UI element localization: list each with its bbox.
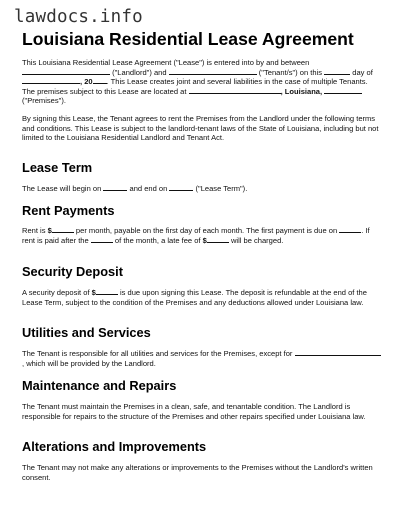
lease-term-text-2: and end on	[129, 184, 168, 193]
intro-text-8: ("Premises").	[22, 96, 66, 106]
utilities-text-1: The Tenant is responsible for all utilities and services for the Premises, except for	[22, 349, 293, 358]
deposit-text-1: A security deposit of	[22, 288, 90, 297]
lease-term-text-3: ("Lease Term").	[195, 184, 248, 193]
rent-text-3: . If rent is paid after the	[22, 226, 370, 245]
lease-term-heading: Lease Term	[22, 160, 93, 175]
alterations-paragraph: The Tenant may not make any alterations or improvements to the Premises without the Landlord's written consent.	[22, 463, 373, 482]
late-day-blank[interactable]	[91, 236, 113, 243]
late-fee-dollar-sign: $	[202, 235, 207, 245]
state-label: Louisiana,	[284, 86, 323, 96]
rent-text-5: will be charged.	[230, 235, 284, 245]
maintenance-heading: Maintenance and Repairs	[22, 378, 177, 393]
zip-blank[interactable]	[324, 87, 362, 94]
utilities-paragraph	[22, 349, 382, 368]
intro-text-1: This Louisiana Residential Lease Agreement ("Lease") is entered into by and between	[22, 58, 310, 67]
agreement-paragraph: By signing this Lease, the Tenant agrees to rent the Premises from the Landlord under the following terms and conditions. This Lease is subject to the landlord-tenant laws of the State of Louisiana, including but not limited to the Louisiana Residential Landlord and Tenant Act.	[22, 114, 379, 143]
utilities-text-2: , which will be provided by the Landlord.	[22, 358, 156, 368]
lease-end-blank[interactable]	[169, 184, 193, 191]
intro-paragraph: This Louisiana Residential Lease Agreement ("Lease") is entered into by and between ("Landlord") and ("Tenant/s") on this day of , 20 . This Lease creates joint and several liabilities in the case of multiple Tenants. The premises subject to this Lease are located at , Louisiana, ("Premises").	[22, 58, 373, 106]
landlord-name-blank[interactable]	[22, 68, 110, 75]
month-blank[interactable]	[22, 77, 80, 84]
utilities-section	[22, 325, 382, 368]
rent-text-4: of the month, a late fee of	[114, 235, 201, 245]
year-blank[interactable]	[93, 77, 107, 84]
intro-text-3: ("Tenant/s") on this	[258, 67, 323, 77]
lease-term-paragraph	[22, 184, 382, 194]
rent-heading: Rent Payments	[22, 203, 115, 218]
rent-section	[22, 203, 382, 245]
rent-dollar-sign: $	[47, 226, 52, 235]
deposit-text-2: is due upon signing this Lease. The deposit is refundable at the end of the Lease Term, subject to the condition of the Premises and any deductions allowed under Louisiana law.	[22, 288, 367, 307]
lease-term-section	[22, 160, 382, 194]
utilities-heading: Utilities and Services	[22, 325, 151, 340]
intro-text-2: ("Landlord") and	[112, 67, 167, 77]
rent-text-1: Rent is	[22, 226, 46, 235]
lease-start-blank[interactable]	[103, 184, 127, 191]
maintenance-paragraph: The Tenant must maintain the Premises in a clean, safe, and tenantable condition. The Landlord is responsible for repairs to the structure of the Premises and other repairs specified under Louisiana law.	[22, 402, 366, 421]
rent-amount-blank[interactable]	[52, 226, 74, 233]
lease-term-text-1: The Lease will begin on	[22, 184, 102, 193]
agreement-section	[22, 114, 382, 143]
maintenance-section	[22, 378, 382, 421]
rent-paragraph	[22, 226, 382, 245]
day-blank[interactable]	[324, 68, 350, 75]
landlord-utilities-blank[interactable]	[295, 349, 381, 356]
intro-text-4: day of	[352, 67, 373, 77]
deposit-paragraph	[22, 288, 382, 307]
intro-text-6: . This Lease creates joint and several liabilities in the case of multiple Tenants. The premises subject to this Lease are located at	[22, 77, 368, 96]
intro-section	[22, 58, 382, 106]
document-title: Louisiana Residential Lease Agreement	[22, 29, 354, 49]
deposit-dollar-sign: $	[91, 288, 96, 297]
year-prefix: 20	[84, 77, 93, 87]
premises-address-blank[interactable]	[189, 87, 281, 94]
deposit-section	[22, 264, 382, 307]
first-payment-blank[interactable]	[339, 226, 361, 233]
alterations-section	[22, 439, 382, 482]
deposit-amount-blank[interactable]	[96, 288, 118, 295]
tenant-name-blank[interactable]	[169, 68, 257, 75]
rent-text-2: per month, payable on the first day of each month. The first payment is due on	[75, 226, 338, 235]
alterations-heading: Alterations and Improvements	[22, 439, 207, 454]
late-fee-blank[interactable]	[207, 236, 229, 243]
watermark: lawdocs.info	[14, 7, 143, 27]
deposit-heading: Security Deposit	[22, 264, 123, 279]
